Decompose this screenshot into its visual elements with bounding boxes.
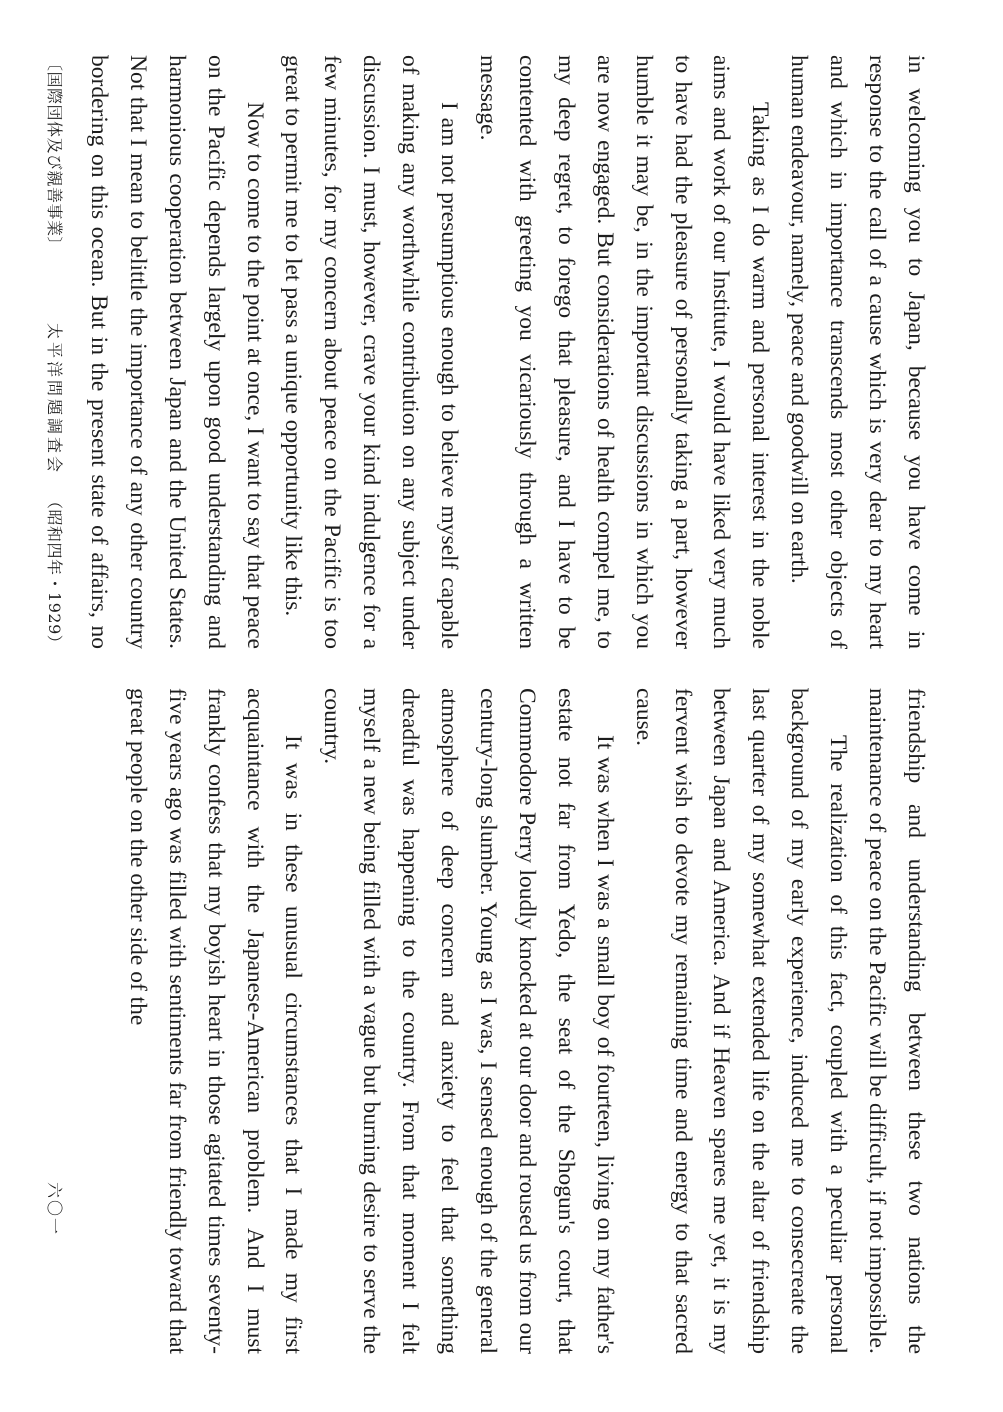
paragraph: in welcoming you to Japan, because you have come in response to the call of a cause which is very dear to my heart and which in importance transcends most other objects of human endeavour, namely, peace and goodwill on earth. [786, 55, 929, 649]
paragraph: Now to come to the point at once, I want to say that peace on the Pacific depends largely upon good understanding and harmonious cooperation between Japan and the United States. Not that I mean to belittle the importance of any other country bordering on this ocean. But in the present state of affairs, no [85, 55, 268, 649]
paragraph: The realization of this fact, coupled with a peculiar personal background of my early experience, induced me to consecreate the last quarter of my somewhat extended life on the altar of friendship between Japan and America. And if Heaven spares me yet, it is my fervent wish to devote my remaining time and energy to that sacred cause. [630, 688, 852, 1354]
era-label: （昭和四年・1929） [45, 493, 64, 652]
paragraph: I am not presumptious enough to believe myself capable of making any worthwhile contribution on any subject under discussion. I must, however, crave your kind indulgence for a few minutes, for my concern about peace on the Pacific is too great to permit me to let pass a unique opportunity like this. [280, 55, 463, 649]
paragraph: friendship and understanding between these two nations the maintenance of peace on the Pacific will be difficult, if not impossible. [864, 688, 929, 1354]
text-column-right [75, 688, 935, 1354]
page-number: 六〇一 [45, 1182, 64, 1237]
section-title: 〔国際団体及び親善事業〕 [45, 55, 64, 254]
organization-name: 太平洋問題調査会 [45, 323, 64, 476]
paragraph: It was when I was a small boy of fourteen, living on my father's estate not far from Yedo, the seat of the Shogun's court, that Commodore Perry loudly knocked at our door and roused us from our century-long slumber. Young as I was, I sensed enough of the general atmosphere of deep concern and anxiety to feel that something dreadful was happening to the country. From that moment I felt myself a new being filled with a vague but burning desire to serve the country. [319, 688, 618, 1354]
paragraph: Taking as I do warm and personal interest in the noble aims and work of our Institute, I would have liked very much to have had the pleasure of personally taking a part, however humble it may be, in the important discussions in which you are now engaged. But considerations of health compel me, to my deep regret, to forego that pleasure, and I have to be contented with greeting you vicariously through a written message. [475, 55, 774, 649]
running-footer [44, 55, 67, 655]
paragraph: It was in these unusual circumstances that I made my first acquaintance with the Japanese-American problem. And I must frankly confess that my boyish heart in those agitated times seventy-five years ago was filled with sentiments far from friendly toward that great people on the other side of the [124, 688, 307, 1354]
text-column-left [75, 55, 935, 649]
